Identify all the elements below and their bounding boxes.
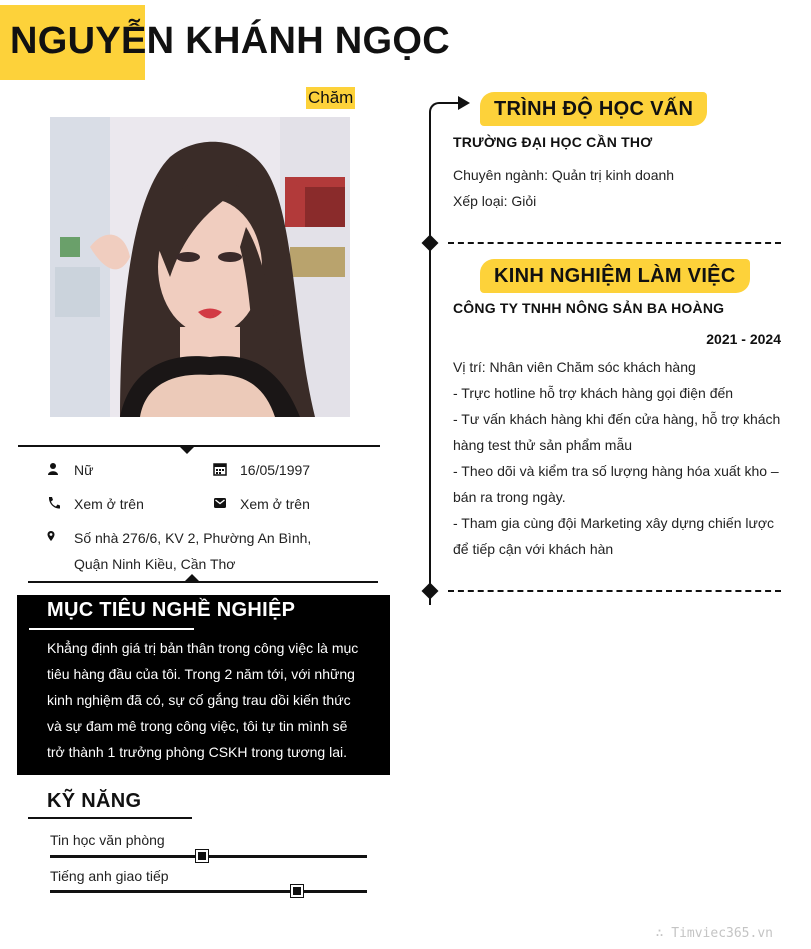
experience-title: KINH NGHIỆM LÀM VIỆC (480, 259, 750, 293)
timeline-arrow-icon (458, 96, 470, 110)
address-line-1: Số nhà 276/6, KV 2, Phường An Bình, (74, 530, 312, 546)
experience-line: Vị trí: Nhân viên Chăm sóc khách hàng (453, 359, 696, 375)
divider-pointer-icon (179, 446, 195, 454)
info-divider-top (18, 445, 380, 447)
skill-level-bar (50, 890, 367, 893)
email-value: Xem ở trên (240, 496, 310, 512)
skill-name: Tin học văn phòng (50, 832, 165, 848)
experience-period: 2021 - 2024 (706, 331, 781, 347)
skill-level-bar (50, 855, 367, 858)
watermark: ∴ Timviec365.vn (655, 926, 773, 941)
experience-details (453, 354, 783, 562)
objective-section (17, 595, 390, 775)
info-divider-bottom (28, 581, 378, 583)
address-line-2: Quận Ninh Kiều, Cần Thơ (74, 556, 236, 572)
company-name: CÔNG TY TNHH NÔNG SẢN BA HOÀNG (453, 300, 725, 316)
skills-title-underline (28, 817, 192, 819)
education-title: TRÌNH ĐỘ HỌC VẤN (480, 92, 707, 126)
envelope-icon (213, 496, 227, 510)
calendar-icon (213, 462, 227, 476)
phone-value: Xem ở trên (74, 496, 144, 512)
skills-title: KỸ NĂNG (47, 790, 142, 812)
phone-icon (47, 496, 61, 510)
timeline-diamond-icon (422, 583, 439, 600)
experience-line: - Tham gia cùng đội Marketing xây dựng chiến lược để tiếp cận với khách hàn (453, 515, 775, 557)
skill-level-knob (196, 850, 208, 862)
candidate-nickname: Chăm (308, 88, 354, 107)
experience-line: - Tư vấn khách hàng khi đến cửa hàng, hỗ trợ khách hàng test thử sản phẩm mẫu (453, 411, 781, 453)
map-pin-icon (47, 530, 61, 544)
objective-text: Khẳng định giá trị bản thân trong công việc là mục tiêu hàng đầu của tôi. Trong 2 năm tới, với những kinh nghiệm đã có, sự cố gắng trau dồi kiến thức và sự đam mê trong công việc, tôi tự tin mình sẽ trở thành 1 trưởng phòng CSKH trong tương lai. (47, 640, 359, 760)
gender-value: Nữ (74, 462, 94, 478)
education-major: Chuyên ngành: Quản trị kinh doanh (453, 167, 675, 183)
birthday-value: 16/05/1997 (240, 462, 311, 478)
timeline-diamond-icon (422, 235, 439, 252)
skill-level-knob (291, 885, 303, 897)
education-rank: Xếp loại: Giỏi (453, 193, 537, 209)
skill-name: Tiếng anh giao tiếp (50, 868, 169, 884)
experience-line: - Trực hotline hỗ trợ khách hàng gọi điện đến (453, 385, 734, 401)
profile-photo (50, 117, 350, 417)
timeline-curve (429, 102, 459, 120)
profile-photo-illustration (50, 117, 350, 417)
objective-title: MỤC TIÊU NGHỀ NGHIỆP (47, 599, 296, 621)
objective-title-underline (29, 628, 194, 630)
school-name: TRƯỜNG ĐẠI HỌC CẦN THƠ (453, 134, 653, 150)
timeline-line (429, 112, 431, 605)
candidate-name: NGUYỄN KHÁNH NGỌC (10, 20, 451, 62)
experience-line: - Theo dõi và kiểm tra số lượng hàng hóa xuất kho – bán ra trong ngày. (453, 463, 779, 505)
experience-divider (448, 590, 781, 592)
education-divider (448, 242, 781, 244)
person-icon (47, 462, 61, 476)
